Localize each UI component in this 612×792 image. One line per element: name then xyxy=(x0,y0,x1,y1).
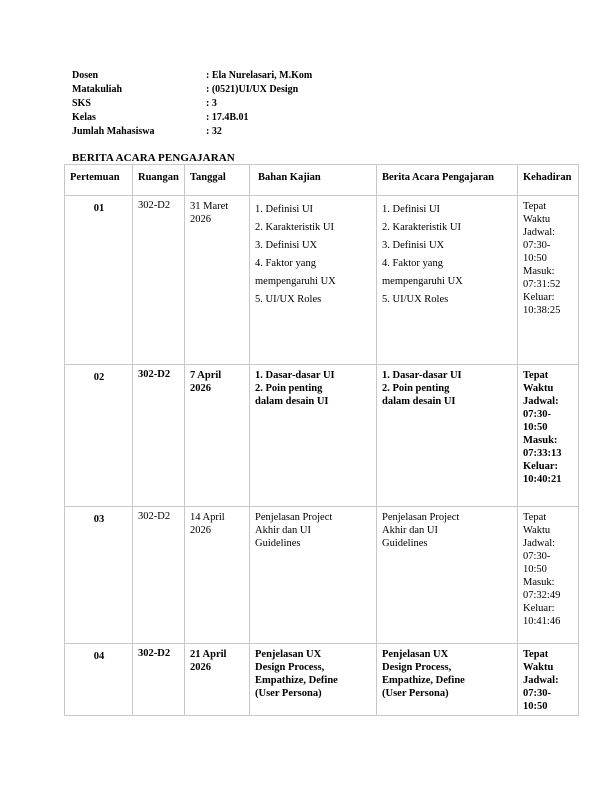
list-line: 3. Definisi UX xyxy=(382,240,445,251)
attendance-line: 07:30- xyxy=(523,409,551,420)
info-value: : Ela Nurelasari, M.Kom xyxy=(206,70,313,81)
list-line: 2. Poin penting xyxy=(255,383,323,394)
attendance-line: 07:30- xyxy=(523,240,551,251)
attendance-line: 10:50 xyxy=(523,422,548,433)
info-row-sks xyxy=(72,97,312,111)
cell-bahan-kajian xyxy=(250,644,377,716)
header-kehadiran: Kehadiran xyxy=(518,165,579,196)
attendance-line: 10:50 xyxy=(523,253,547,264)
date-line: 2026 xyxy=(190,214,211,225)
list-line: (User Persona) xyxy=(382,688,449,699)
list-line: Akhir dan UI xyxy=(255,525,311,536)
table-header-row xyxy=(65,165,579,196)
attendance-line: Keluar: xyxy=(523,292,555,303)
date-line: 31 Maret xyxy=(190,201,229,212)
attendance-line: Masuk: xyxy=(523,577,555,588)
cell-berita-acara xyxy=(377,365,518,507)
list-line: Penjelasan Project xyxy=(255,512,333,523)
info-row-jumlah xyxy=(72,125,312,139)
attendance-line: 10:50 xyxy=(523,701,548,712)
info-value: : 17.4B.01 xyxy=(206,112,249,123)
list-line: Design Process, xyxy=(382,662,452,673)
attendance-line: Tepat xyxy=(523,649,549,660)
attendance-line: 07:31:52 xyxy=(523,279,561,290)
attendance-line: Jadwal: xyxy=(523,538,556,549)
list-line: dalam desain UI xyxy=(382,396,456,407)
attendance-line: 07:33:13 xyxy=(523,448,562,459)
info-row-dosen xyxy=(72,69,312,83)
course-info xyxy=(72,69,312,139)
info-row-matakuliah xyxy=(72,83,312,97)
list-line: 1. Definisi UI xyxy=(255,204,314,215)
attendance-line: Tepat xyxy=(523,512,547,523)
attendance-line: Jadwal: xyxy=(523,227,556,238)
list-line: Penjelasan Project xyxy=(382,512,460,523)
info-label: Jumlah Mahasiswa xyxy=(72,126,155,137)
cell-pertemuan: 01 xyxy=(65,196,133,365)
date-line: 21 April xyxy=(190,649,227,660)
info-label: Kelas xyxy=(72,112,96,123)
list-line: 5. UI/UX Roles xyxy=(255,294,322,305)
list-line: mempengaruhi UX xyxy=(382,276,463,287)
list-line: 3. Definisi UX xyxy=(255,240,318,251)
cell-ruangan: 302-D2 xyxy=(133,644,185,716)
attendance-line: Keluar: xyxy=(523,461,558,472)
attendance-line: 10:50 xyxy=(523,564,547,575)
list-line: 5. UI/UX Roles xyxy=(382,294,449,305)
list-line: mempengaruhi UX xyxy=(255,276,336,287)
header-ruangan: Ruangan xyxy=(133,165,185,196)
info-value: : 32 xyxy=(206,126,222,137)
attendance-line: Jadwal: xyxy=(523,675,559,686)
list-line: 4. Faktor yang xyxy=(255,258,316,269)
info-value: : (0521)UI/UX Design xyxy=(206,84,299,95)
header-bahan-kajian: Bahan Kajian xyxy=(250,165,377,196)
attendance-line: 07:30- xyxy=(523,551,551,562)
cell-bahan-kajian xyxy=(250,507,377,644)
attendance-line: Masuk: xyxy=(523,435,558,446)
info-label: Dosen xyxy=(72,70,99,81)
list-line: Penjelasan UX xyxy=(255,649,322,660)
cell-tanggal xyxy=(185,644,250,716)
attendance-line: Waktu xyxy=(523,525,551,536)
info-label: SKS xyxy=(72,98,91,109)
list-line: Design Process, xyxy=(255,662,325,673)
header-berita-acara: Berita Acara Pengajaran xyxy=(377,165,518,196)
table-row xyxy=(65,196,579,365)
attendance-line: Keluar: xyxy=(523,603,555,614)
cell-bahan-kajian xyxy=(250,365,377,507)
list-line: 1. Dasar-dasar UI xyxy=(382,370,462,381)
list-line: Empathize, Define xyxy=(382,675,465,686)
info-label: Matakuliah xyxy=(72,84,123,95)
list-line: dalam desain UI xyxy=(255,396,329,407)
attendance-line: Masuk: xyxy=(523,266,555,277)
cell-ruangan: 302-D2 xyxy=(133,365,185,507)
cell-tanggal xyxy=(185,507,250,644)
table-row xyxy=(65,507,579,644)
list-line: 2. Karakteristik UI xyxy=(382,222,462,233)
cell-ruangan: 302-D2 xyxy=(133,507,185,644)
date-line: 2026 xyxy=(190,383,211,394)
table-row xyxy=(65,365,579,507)
cell-pertemuan: 03 xyxy=(65,507,133,644)
attendance-line: Jadwal: xyxy=(523,396,559,407)
section-title: BERITA ACARA PENGAJARAN xyxy=(72,152,235,164)
list-line: Penjelasan UX xyxy=(382,649,449,660)
cell-bahan-kajian xyxy=(250,196,377,365)
date-line: 2026 xyxy=(190,662,211,673)
date-line: 2026 xyxy=(190,525,211,536)
list-line: Empathize, Define xyxy=(255,675,338,686)
cell-pertemuan: 04 xyxy=(65,644,133,716)
attendance-line: 10:38:25 xyxy=(523,305,561,316)
attendance-line: Tepat xyxy=(523,201,547,212)
attendance-line: 07:30- xyxy=(523,688,551,699)
cell-berita-acara xyxy=(377,644,518,716)
list-line: 4. Faktor yang xyxy=(382,258,443,269)
header-pertemuan: Pertemuan xyxy=(65,165,133,196)
info-row-kelas xyxy=(72,111,312,125)
cell-kehadiran xyxy=(518,507,579,644)
cell-kehadiran xyxy=(518,644,579,716)
list-line: Akhir dan UI xyxy=(382,525,438,536)
list-line: Guidelines xyxy=(255,538,301,549)
attendance-line: 07:32:49 xyxy=(523,590,561,601)
list-line: 2. Poin penting xyxy=(382,383,450,394)
cell-tanggal xyxy=(185,365,250,507)
date-line: 14 April xyxy=(190,512,225,523)
cell-kehadiran xyxy=(518,196,579,365)
list-line: (User Persona) xyxy=(255,688,322,699)
cell-tanggal xyxy=(185,196,250,365)
attendance-line: Waktu xyxy=(523,383,554,394)
list-line: Guidelines xyxy=(382,538,428,549)
attendance-line: Waktu xyxy=(523,214,551,225)
list-line: 1. Definisi UI xyxy=(382,204,441,215)
info-value: : 3 xyxy=(206,98,217,109)
attendance-line: Tepat xyxy=(523,370,549,381)
cell-berita-acara xyxy=(377,507,518,644)
attendance-line: Waktu xyxy=(523,662,554,673)
cell-ruangan: 302-D2 xyxy=(133,196,185,365)
cell-berita-acara xyxy=(377,196,518,365)
cell-pertemuan: 02 xyxy=(65,365,133,507)
list-line: 2. Karakteristik UI xyxy=(255,222,335,233)
attendance-line: 10:40:21 xyxy=(523,474,562,485)
table-row xyxy=(65,644,579,716)
teaching-record-table xyxy=(64,164,579,716)
header-tanggal: Tanggal xyxy=(185,165,250,196)
cell-kehadiran xyxy=(518,365,579,507)
list-line: 1. Dasar-dasar UI xyxy=(255,370,335,381)
attendance-line: 10:41:46 xyxy=(523,616,561,627)
date-line: 7 April xyxy=(190,370,222,381)
